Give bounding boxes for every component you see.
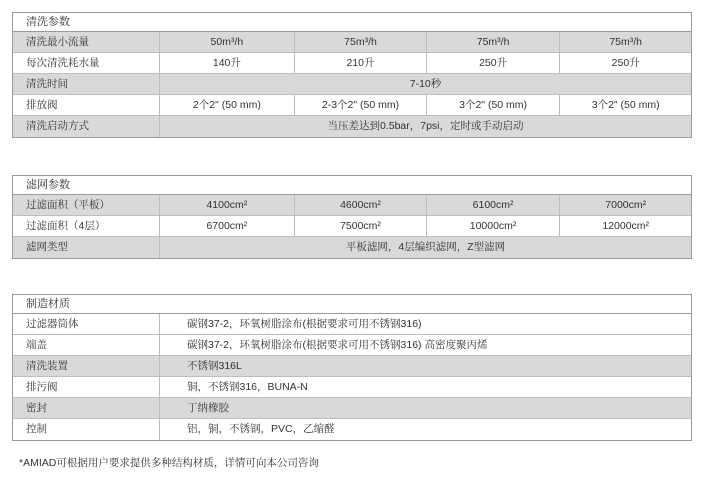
- table-row: [13, 216, 691, 237]
- table-row: [13, 74, 691, 95]
- footnote: *AMIAD可根据用户要求提供多种结构材质，详情可向本公司咨询: [19, 457, 319, 469]
- section-title: 清洗参数: [13, 13, 691, 32]
- row-label: 排放阀: [26, 99, 58, 111]
- table-row: [13, 116, 691, 137]
- table-cell: 铝，铜，不锈钢，PVC，乙缩醛: [159, 419, 691, 440]
- table-cell: 140升: [159, 53, 295, 73]
- cleaning-parameters-table: [12, 12, 692, 138]
- row-label: 滤网类型: [26, 241, 68, 253]
- screen-parameters-table: [12, 175, 692, 259]
- table-cell: 7000cm²: [559, 195, 691, 215]
- table-row: [13, 95, 691, 116]
- table-row: [13, 335, 691, 356]
- table-cell: 3个2" (50 mm): [426, 95, 560, 115]
- row-label: 过滤面积（平板）: [26, 199, 110, 211]
- table-cell: 12000cm²: [559, 216, 691, 236]
- table-cell: 4600cm²: [294, 195, 426, 215]
- table-row: [13, 195, 691, 216]
- table-row: [13, 32, 691, 53]
- table-cell: 75m³/h: [559, 32, 691, 52]
- row-label: 每次清洗耗水量: [26, 57, 100, 69]
- row-label: 控制: [26, 423, 47, 435]
- table-cell: 6100cm²: [426, 195, 560, 215]
- table-cell: 75m³/h: [426, 32, 560, 52]
- table-cell: 不锈钢316L: [159, 356, 691, 376]
- table-cell: 铜，不锈钢316，BUNA-N: [159, 377, 691, 397]
- table-cell: 250升: [559, 53, 691, 73]
- table-cell: 碳钢37-2，环氧树脂涂布(根据要求可用不锈钢316) 高密度聚丙烯: [159, 335, 691, 355]
- materials-table: [12, 294, 692, 441]
- table-cell: 3个2" (50 mm): [559, 95, 691, 115]
- table-cell: 6700cm²: [159, 216, 295, 236]
- table-row: [13, 377, 691, 398]
- table-row: [13, 53, 691, 74]
- table-cell: 4100cm²: [159, 195, 295, 215]
- row-label: 密封: [26, 402, 47, 414]
- table-row: [13, 398, 691, 419]
- table-cell-merged: 平板滤网，4层编织滤网，Z型滤网: [159, 237, 691, 258]
- table-cell: 50m³/h: [159, 32, 295, 52]
- section-title: 制造材质: [13, 295, 691, 314]
- section-title: 滤网参数: [13, 176, 691, 195]
- table-cell: 10000cm²: [426, 216, 560, 236]
- row-label: 清洗时间: [26, 78, 68, 90]
- table-row: [13, 314, 691, 335]
- table-row: [13, 356, 691, 377]
- table-cell: 2个2" (50 mm): [159, 95, 295, 115]
- row-label: 清洗最小流量: [26, 36, 89, 48]
- table-cell-merged: 7-10秒: [159, 74, 691, 94]
- table-row: [13, 419, 691, 440]
- row-label: 清洗启动方式: [26, 120, 89, 132]
- row-label: 过滤面积（4层）: [26, 220, 106, 232]
- table-cell: 碳钢37-2，环氧树脂涂布(根据要求可用不锈钢316): [159, 314, 691, 334]
- row-label: 清洗装置: [26, 360, 68, 372]
- table-cell-merged: 当压差达到0.5bar，7psi，定时或手动启动: [159, 116, 691, 137]
- table-cell: 250升: [426, 53, 560, 73]
- table-row: [13, 237, 691, 258]
- row-label: 排污阀: [26, 381, 58, 393]
- table-cell: 丁纳橡胶: [159, 398, 691, 418]
- table-cell: 7500cm²: [294, 216, 426, 236]
- row-label: 过滤器筒体: [26, 318, 79, 330]
- table-cell: 210升: [294, 53, 426, 73]
- table-cell: 2-3个2" (50 mm): [294, 95, 426, 115]
- table-cell: 75m³/h: [294, 32, 426, 52]
- row-label: 端盖: [26, 339, 47, 351]
